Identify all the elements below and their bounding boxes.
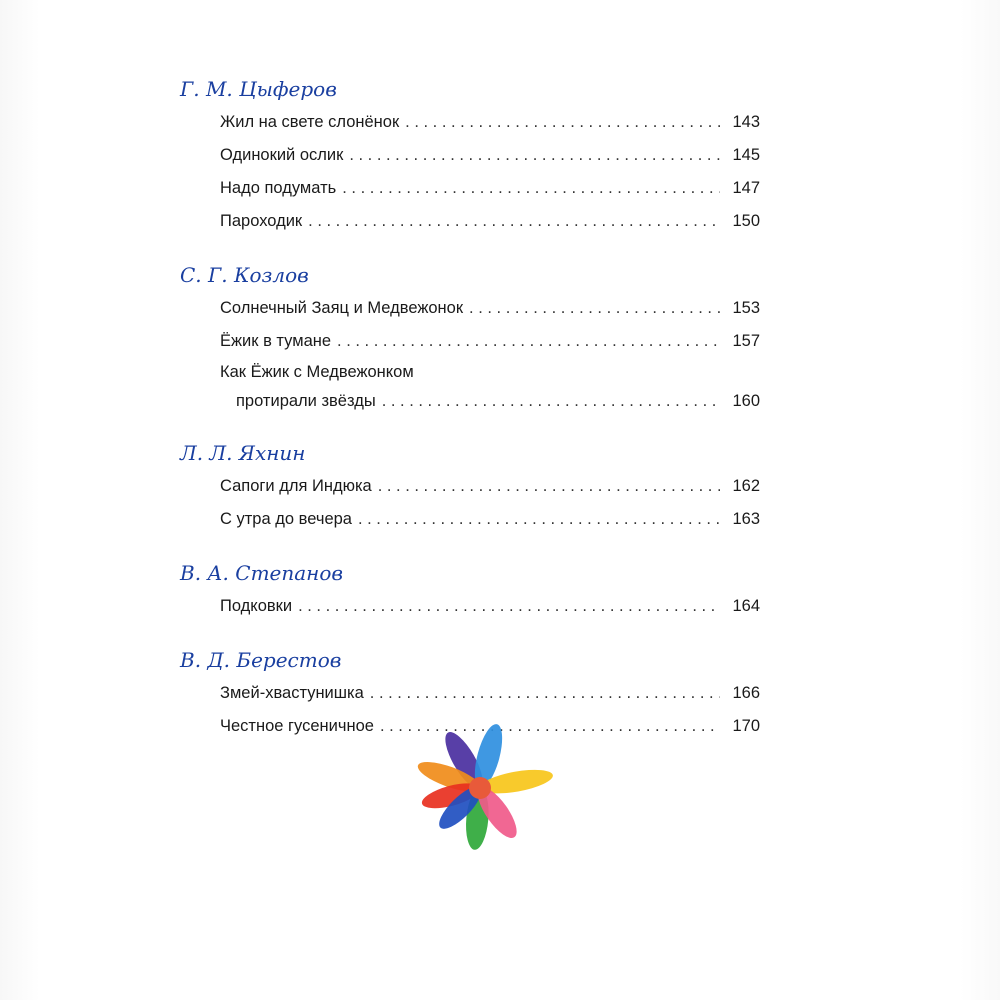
- entry-title-line1: Как Ёжик с Медвежонком: [220, 363, 414, 381]
- dot-leader: [337, 325, 720, 358]
- dot-leader: [370, 677, 720, 710]
- page-number: 163: [732, 510, 760, 528]
- toc-entry[interactable]: [220, 325, 760, 358]
- author-heading: В. Д. Берестов: [180, 648, 342, 672]
- flower-illustration: [398, 716, 562, 858]
- page-number: 147: [732, 179, 760, 197]
- page-number: 166: [732, 684, 760, 702]
- entry-title: Змей-хвастунишка: [220, 684, 364, 702]
- entry-title: Пароходик: [220, 212, 303, 230]
- toc-entry[interactable]: [220, 677, 760, 710]
- dot-leader: [298, 590, 720, 623]
- toc-entry[interactable]: [220, 470, 760, 503]
- entry-title: Честное гусеничное: [220, 717, 374, 735]
- dot-leader: [378, 470, 720, 503]
- page-number: 164: [732, 597, 760, 615]
- author-heading: Л. Л. Яхнин: [180, 441, 306, 465]
- toc-entry[interactable]: [220, 139, 760, 172]
- page-number: 150: [732, 212, 760, 230]
- entry-title: Надо подумать: [220, 179, 337, 197]
- toc-entry[interactable]: [220, 590, 760, 623]
- entry-title-line2: протирали звёзды: [236, 392, 376, 410]
- toc-entry[interactable]: [220, 358, 760, 416]
- toc-entry[interactable]: [220, 205, 760, 238]
- entry-title: Подковки: [220, 597, 293, 615]
- page-number: 153: [732, 299, 760, 317]
- page-number: 170: [732, 717, 760, 735]
- toc-entry[interactable]: [220, 292, 760, 325]
- page-number: 145: [732, 146, 760, 164]
- dot-leader: [342, 172, 720, 205]
- entry-title: Жил на свете слонёнок: [220, 113, 400, 131]
- toc-entry[interactable]: [220, 503, 760, 536]
- author-heading: С. Г. Козлов: [180, 263, 309, 287]
- dot-leader: [349, 139, 720, 172]
- entry-title: С утра до вечера: [220, 510, 352, 528]
- toc-entry[interactable]: [220, 172, 760, 205]
- entry-title: Ёжик в тумане: [220, 332, 332, 350]
- page-number: 143: [732, 113, 760, 131]
- dot-leader: [405, 106, 720, 139]
- table-of-contents: [180, 72, 760, 743]
- page-number: 162: [732, 477, 760, 495]
- dot-leader: [308, 205, 720, 238]
- entry-second-line: [220, 386, 760, 416]
- entry-title: Солнечный Заяц и Медвежонок: [220, 299, 464, 317]
- flower-center: [469, 777, 491, 799]
- entry-title: Сапоги для Индюка: [220, 477, 372, 495]
- author-heading: В. А. Степанов: [180, 561, 344, 585]
- toc-entry[interactable]: [220, 106, 760, 139]
- page-number: 157: [732, 332, 760, 350]
- dot-leader: [382, 386, 720, 416]
- dot-leader: [358, 503, 720, 536]
- dot-leader: [469, 292, 720, 325]
- author-heading: Г. М. Цыферов: [180, 77, 337, 101]
- page-number: 160: [732, 392, 760, 410]
- entry-title: Одинокий ослик: [220, 146, 344, 164]
